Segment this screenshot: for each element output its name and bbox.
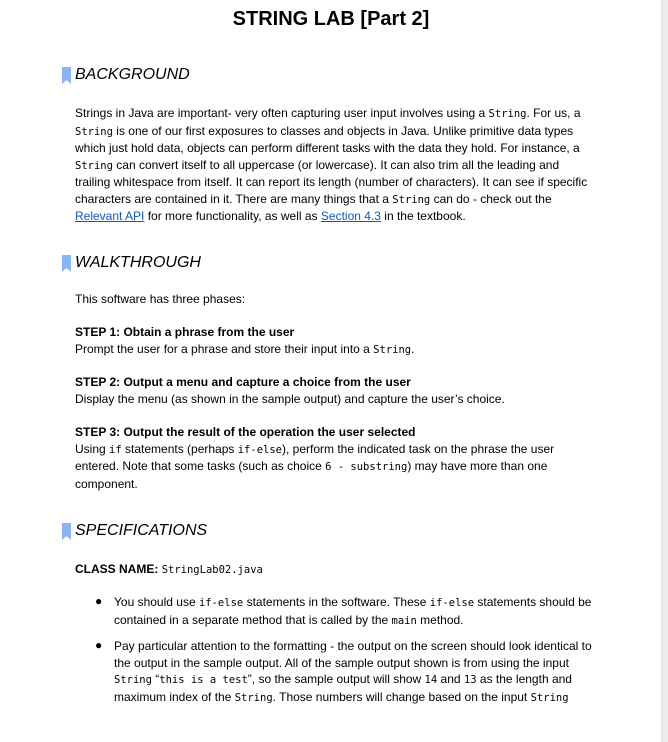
code-string: String: [392, 193, 431, 206]
step3-title: STEP 3: Output the result of the operation the user selected: [75, 425, 416, 439]
scrollbar-edge: [661, 0, 668, 742]
specifications-heading: [62, 522, 207, 540]
step1-title: STEP 1: Obtain a phrase from the user: [75, 325, 295, 339]
bookmark-icon: [62, 255, 71, 272]
class-name-label: CLASS NAME:: [75, 562, 159, 576]
code-string: String: [75, 159, 113, 172]
spec-bullet-1: You should use if-else statements in the software. These if-else statements should be contained in a separate method that is called by the main method.: [114, 595, 592, 627]
walkthrough-heading-text: WALKTHROUGH: [75, 254, 201, 271]
bookmark-icon: [62, 67, 71, 84]
code-string: String: [75, 125, 113, 138]
page-title: STRING LAB [Part 2]: [232, 8, 430, 30]
bullet-icon: ●: [95, 638, 103, 652]
step2-title: STEP 2: Output a menu and capture a choice from the user: [75, 375, 411, 389]
step1-block: [75, 324, 595, 358]
class-name-value: StringLab02.java: [161, 564, 263, 576]
background-heading-text: BACKGROUND: [75, 66, 190, 83]
specifications-heading-text: SPECIFICATIONS: [75, 522, 208, 539]
background-paragraph: Strings in Java are important- very often capturing user input involves using a String. For us, a String is one of our first exposures to classes and objects in Java. Unlike primitive data types which just hold data, objects can perform different tasks with the data they hold. For instance, a String can convert itself to all uppercase (or lowercase). It can also trim all the leading and trailing whitespace from itself. It can report its length (number of characters). It can see if specific characters are contained in it. There are many things that a String can do - check out the Relevant API for more functionality, as well as Section 4.3 in the textbook.: [75, 106, 588, 223]
step3-text: Using if statements (perhaps if-else), perform the indicated task on the phrase the user entered. Note that some tasks (such as choice 6 - substring) may have more than one component.: [75, 441, 555, 491]
step1-text: Prompt the user for a phrase and store their input into a String.: [75, 341, 415, 356]
walkthrough-heading: [62, 254, 201, 272]
step2-text: Display the menu (as shown in the sample output) and capture the user’s choice.: [75, 391, 505, 406]
class-name-line: [75, 561, 595, 579]
code-string: String: [488, 108, 527, 120]
bookmark-icon: [62, 523, 71, 540]
step2-block: [75, 374, 595, 407]
bullet-icon: ●: [95, 594, 103, 608]
section-4-3-link[interactable]: Section 4.3: [320, 209, 381, 223]
step3-block: [75, 424, 595, 492]
background-heading: [62, 66, 190, 84]
relevant-api-link[interactable]: Relevant API: [75, 209, 145, 223]
spec-bullet-2: Pay particular attention to the formatting - the output on the screen should look identical to the output in the sample output. All of the sample output shown is from using the input String “this is a test”, so the sample output will show 14 and 13 as the length and maximum index of the String. Those numbers will change based on the input String: [114, 639, 592, 704]
walkthrough-intro: This software has three phases:: [75, 292, 246, 306]
